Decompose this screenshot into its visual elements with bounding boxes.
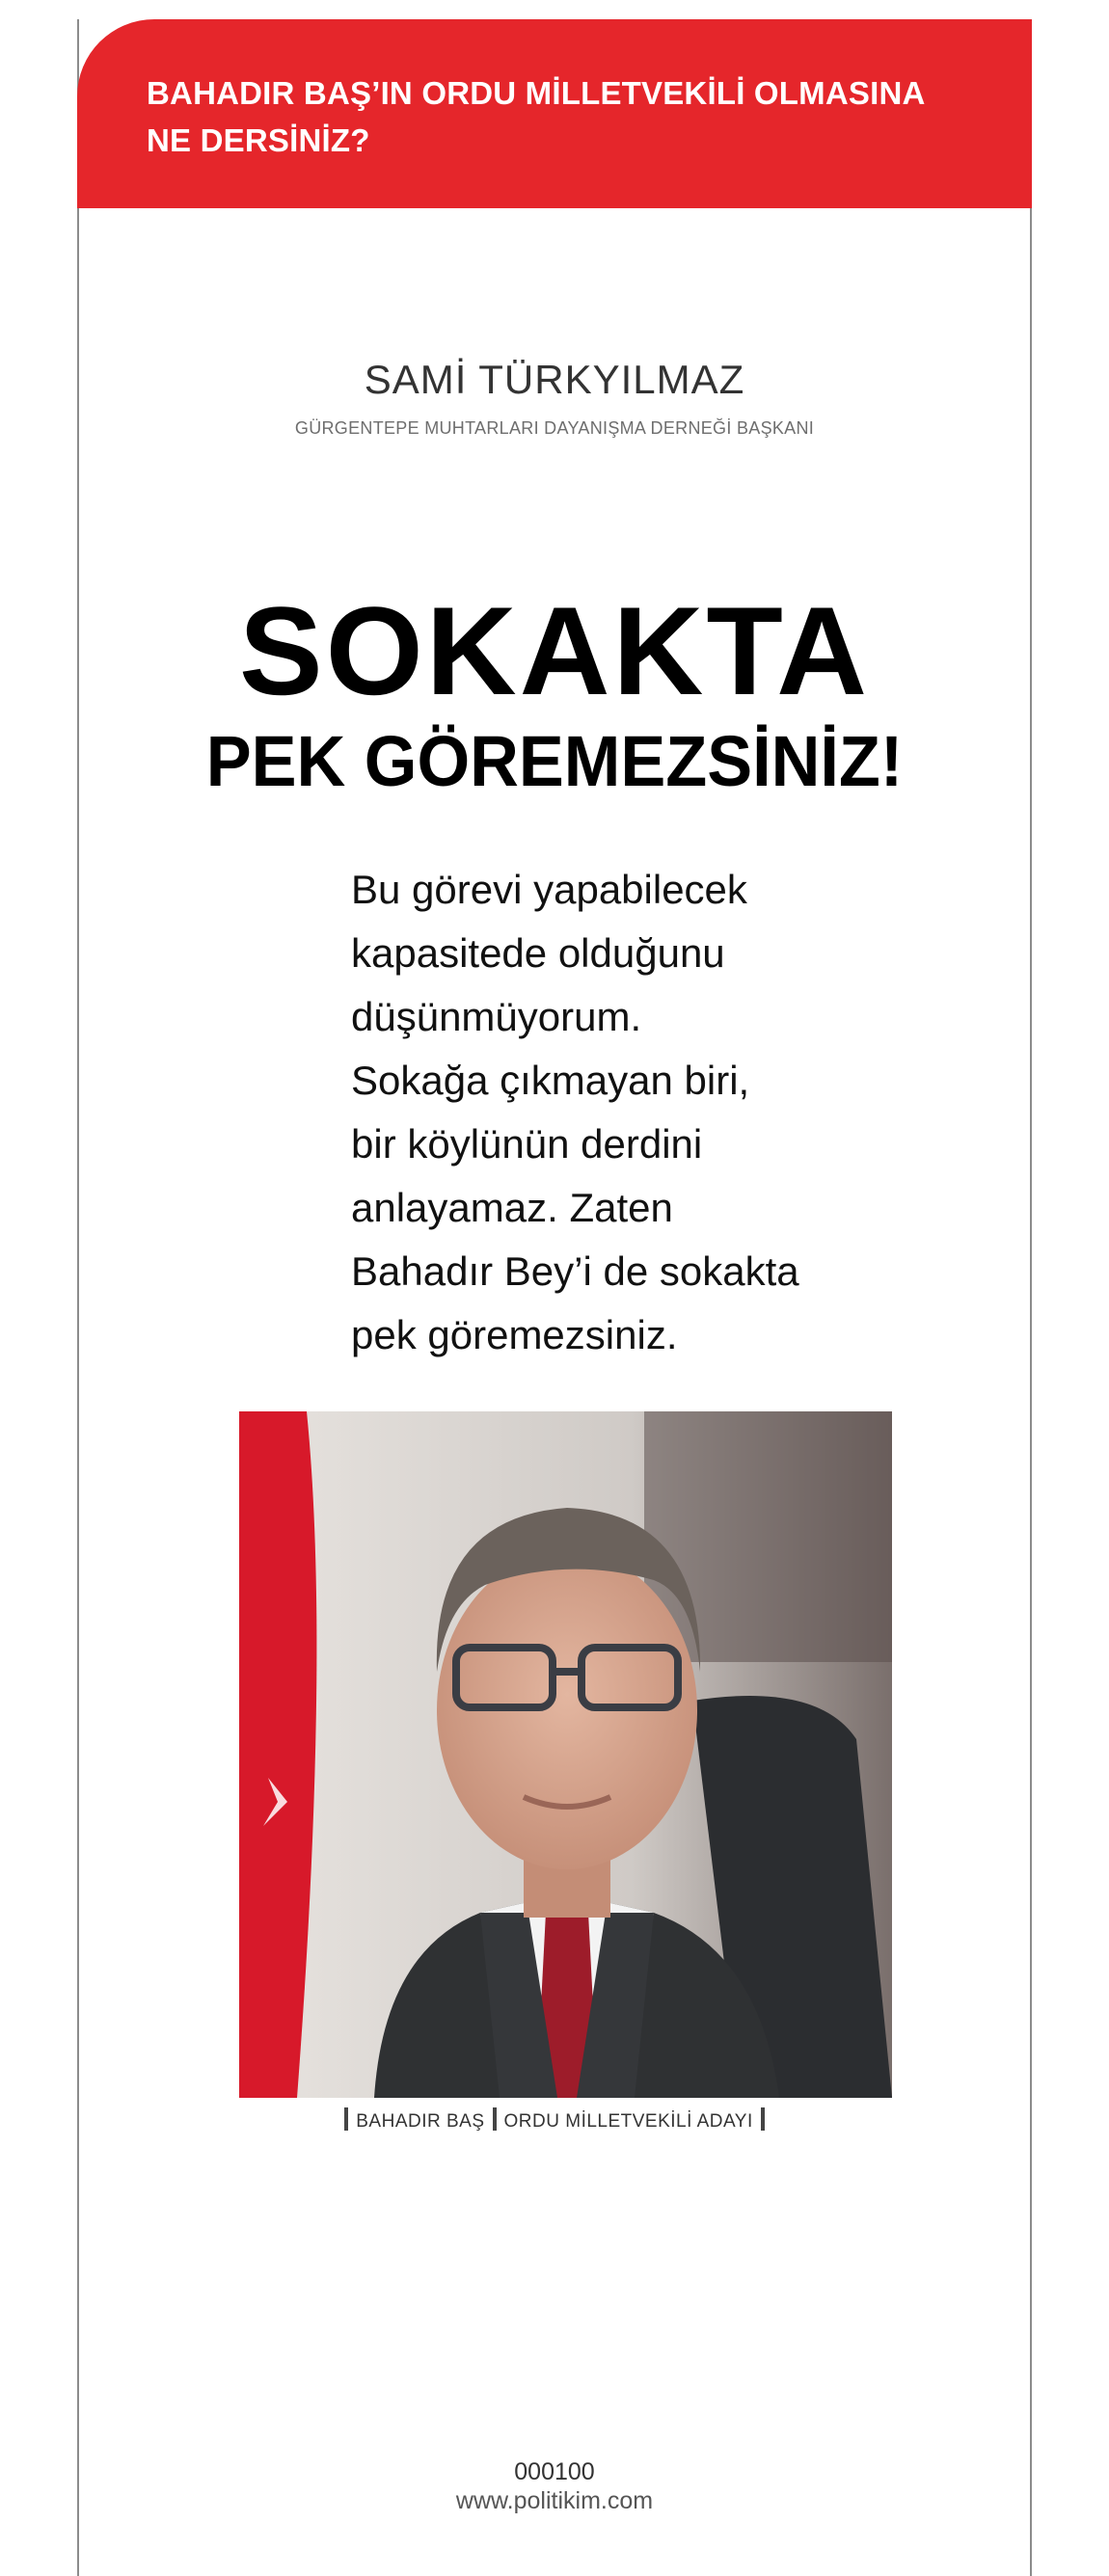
photo-caption bbox=[0, 2107, 1109, 2133]
caption-person-name: BAHADIR BAŞ bbox=[356, 2111, 485, 2132]
portrait-photo bbox=[239, 1411, 892, 2098]
banner-title-line-2: NE DERSİNİZ? bbox=[147, 122, 370, 158]
caption-divider bbox=[344, 2107, 348, 2131]
author-role: GÜRGENTEPE MUHTARLARI DAYANIŞMA DERNEĞİ BAŞKANI bbox=[294, 418, 815, 438]
headline-sub: PEK GÖREMEZSİNİZ! bbox=[205, 721, 904, 801]
caption-divider bbox=[493, 2107, 497, 2131]
footer-url[interactable]: www.politikim.com bbox=[455, 2487, 654, 2514]
quote-line: düşünmüyorum. bbox=[351, 994, 642, 1039]
background-frame bbox=[644, 1411, 892, 1662]
quote-line: bir köylünün derdini bbox=[351, 1121, 703, 1167]
quote-block bbox=[351, 858, 891, 1367]
header-banner bbox=[77, 19, 1032, 208]
headline-main: SOKAKTA bbox=[238, 580, 871, 721]
quote-line: Sokağa çıkmayan biri, bbox=[351, 1058, 750, 1103]
caption-person-title: ORDU MİLLETVEKİLİ ADAYI bbox=[503, 2111, 753, 2132]
banner-title-line-1: BAHADIR BAŞ’IN ORDU MİLLETVEKİLİ OLMASINA bbox=[147, 75, 926, 111]
caption-divider bbox=[761, 2107, 765, 2131]
portrait-illustration bbox=[239, 1411, 892, 2098]
quote-line: pek göremezsiniz. bbox=[351, 1312, 678, 1357]
quote-line: Bahadır Bey’i de sokakta bbox=[351, 1248, 799, 1294]
quote-line: kapasitede olduğunu bbox=[351, 930, 725, 976]
quote-line: Bu görevi yapabilecek bbox=[351, 867, 747, 912]
footer-code: 000100 bbox=[514, 2458, 595, 2485]
quote-line: anlayamaz. Zaten bbox=[351, 1185, 673, 1230]
author-name: SAMİ TÜRKYILMAZ bbox=[364, 357, 745, 402]
